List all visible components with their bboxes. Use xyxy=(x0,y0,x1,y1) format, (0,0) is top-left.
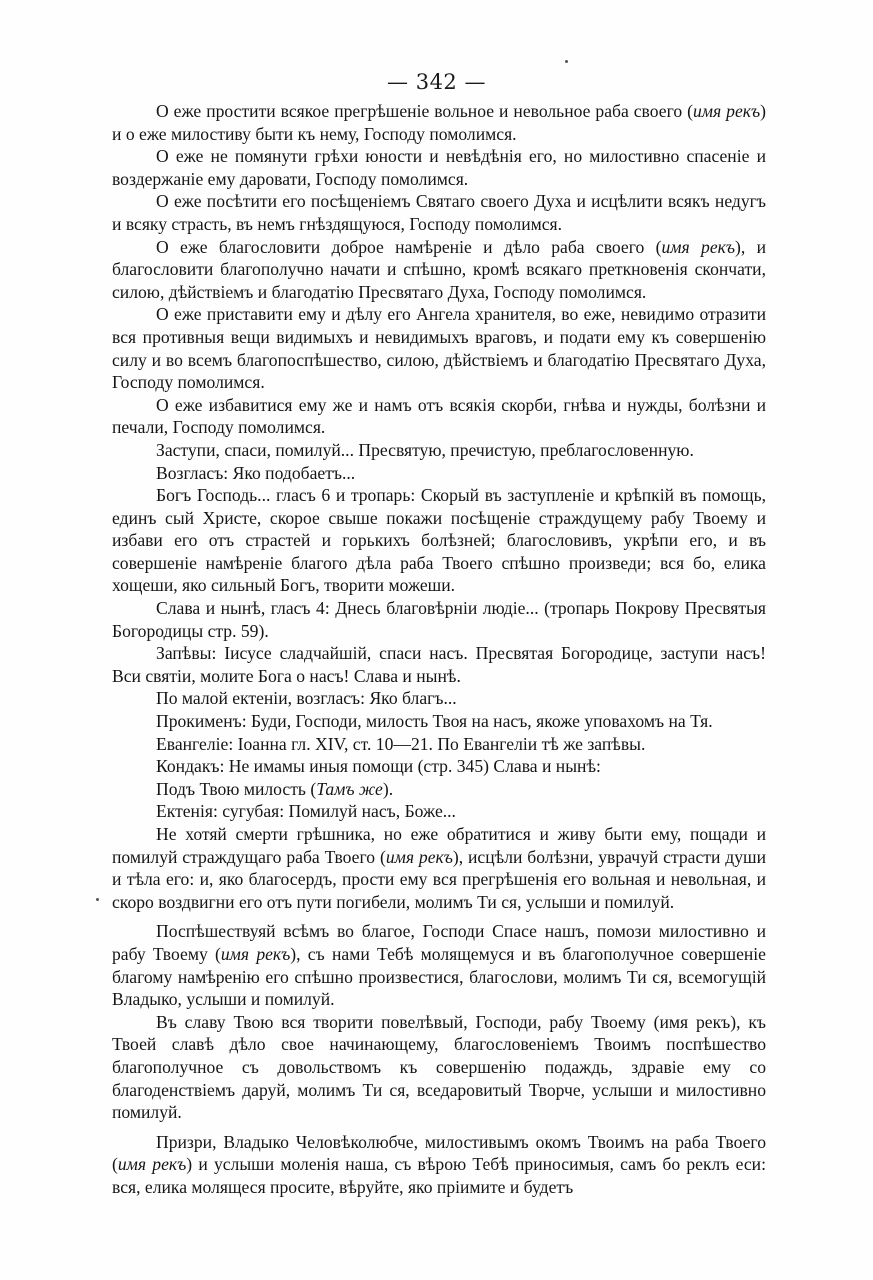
paragraph xyxy=(112,1131,766,1199)
paragraph-text: О еже простити всякое прегрѣшеніе вольное и невольное раба своего ( xyxy=(156,101,693,121)
italic-placeholder-text: имя рекъ xyxy=(385,846,453,867)
italic-placeholder-text: имя рекъ xyxy=(692,101,761,121)
paragraph xyxy=(112,733,766,756)
italic-placeholder-text: имя рекъ xyxy=(661,236,735,257)
paragraph xyxy=(112,778,766,801)
paragraph xyxy=(112,190,766,235)
paragraph-text: Слава и нынѣ, гласъ 4: Днесь благовѣрніи людіе... (тропарь Покрову Пресвятыя Богородицы стр. 59). xyxy=(112,598,766,641)
paragraph-text: Кондакъ: Не имамы иныя помощи (стр. 345) Слава и нынѣ: xyxy=(156,756,601,777)
paragraph-text: Ектенія: сугубая: Помилуй насъ, Боже... xyxy=(156,801,456,822)
paragraph xyxy=(112,800,766,823)
paragraph xyxy=(112,439,766,462)
paragraph-text: О еже посѣтити его посѣщеніемъ Святаго своего Духа и исцѣлити всякъ недугъ и всяку страсть, въ немъ гнѣздящуюся, Господу помолимся. xyxy=(112,191,766,234)
paragraph-text: По малой ектеніи, возгласъ: Яко благъ... xyxy=(156,688,457,709)
paragraph-text: Заступи, спаси, помилуй... Пресвятую, пречистую, преблагословенную. xyxy=(156,439,694,460)
paragraph xyxy=(112,1011,766,1124)
paragraph-text: ). xyxy=(382,778,394,799)
paragraph xyxy=(112,597,766,642)
paragraph-text: О еже избавитися ему же и намъ отъ всякія скорби, гнѣва и нужды, болѣзни и печали, Господу помолимся. xyxy=(112,394,766,438)
paragraph xyxy=(112,394,766,439)
paragraph-text: Не хотяй смерти грѣшника, но еже обратитися и живу быти ему, пощади и помилуй страждущаго раба Твоего ( xyxy=(112,824,766,867)
paragraph-text: ) и о еже милостиву быти къ нему, Господу помолимся. xyxy=(112,101,766,144)
paragraph xyxy=(112,462,766,485)
paragraph xyxy=(112,755,766,778)
paragraph-text: О еже не помянути грѣхи юности и невѣдѣнія его, но милостивно спасеніе и воздержаніе ему даровати, Господу помолимся. xyxy=(112,146,766,189)
paragraph-text: ), съ нами Тебѣ молящемуся и въ благополучное совершеніе благому намѣренію его спѣшно произвестися, благослови, молимъ Ти ся, всемогущій Владыко, услыши и помилуй. xyxy=(112,943,766,1010)
paragraph xyxy=(112,710,766,733)
paragraph-text: О еже приставити ему и дѣлу его Ангела хранителя, во еже, невидимо отразити вся противныя вещи видимыхъ и невидимыхъ враговъ, и подати ему къ совершенію силу и во всемъ благопоспѣшество, силою, дѣйствіемъ и благодатію Пресвятаго Духа, Господу помолимся. xyxy=(112,304,766,393)
paragraph xyxy=(112,687,766,710)
paragraph xyxy=(112,236,766,304)
paragraph xyxy=(112,303,766,393)
scan-speck xyxy=(96,898,99,901)
paragraph-text: ) и услыши моленія наша, съ вѣрою Тебѣ приносимыя, самъ бо реклъ еси: вся, елика молящеся просите, вѣруйте, яко пріимите и будетъ xyxy=(112,1154,766,1197)
italic-placeholder-text: имя рекъ xyxy=(220,943,291,964)
paragraph-text: Богъ Господь... гласъ 6 и тропарь: Скорый въ заступленіе и крѣпкій въ помощь, единъ сый Христе, скорое свыше покажи посѣщеніе страждущему рабу Твоему и избави его отъ страстей и горькихъ болѣзней; благословивъ, укрѣпи его, и въ совершеніе намѣреніе благого дѣла раба Твоего спѣшно произведи; вся бо, елика хощеши, яко сильный Богъ, творити можеши. xyxy=(112,485,766,596)
paragraph xyxy=(112,100,766,145)
paragraph-text: ), исцѣли болѣзни, уврачуй страсти души и тѣла его: и, яко благосердъ, прости ему вся прегрѣшенія его вольная и невольная, и скоро воздвигни его отъ пути погибели, молимъ Ти ся, услыши и помилуй. xyxy=(112,846,766,912)
page-number: — 342 — xyxy=(387,70,486,94)
paragraph-text: Въ славу Твою вся творити повелѣвый, Господи, рабу Твоему (имя рекъ), къ Твоей славѣ дѣло свое начинающему, благословеніемъ Твоимъ поспѣшество благополучное съ довольствомъ къ совершенію подаждь, здравіе ему со благоденствіемъ даруй, молимъ Ти ся, вседаровитый Творче, услыши и милостивно помилуй. xyxy=(112,1011,766,1123)
paragraph-text: Подъ Твою милость ( xyxy=(156,778,317,799)
paragraph xyxy=(112,484,766,597)
paragraph-text: Евангеліе: Іоанна гл. XIV, ст. 10—21. По Евангеліи тѣ же запѣвы. xyxy=(156,733,646,754)
italic-placeholder-text: Тамъ же xyxy=(316,778,383,799)
paragraph xyxy=(112,642,766,687)
paragraph-text: ), и благословити благополучно начати и спѣшно, кромѣ всякаго преткновенія скончати, силою, дѣйствіемъ и благодатію Пресвятаго Духа, Господу помолимся. xyxy=(112,236,766,302)
scan-speck xyxy=(565,60,568,63)
italic-placeholder-text: имя рекъ xyxy=(117,1154,187,1175)
paragraph xyxy=(112,823,766,913)
paragraph-text: Призри, Владыко Человѣколюбче, милостивымъ окомъ Твоимъ на раба Твоего ( xyxy=(112,1131,766,1175)
paragraph-text: Прокименъ: Буди, Господи, милость Твоя на насъ, якоже уповахомъ на Тя. xyxy=(156,711,713,732)
paragraph-text: О еже благословити доброе намѣреніе и дѣло раба своего ( xyxy=(156,236,662,257)
paragraph-text: Возгласъ: Яко подобаетъ... xyxy=(156,462,356,483)
paragraph xyxy=(112,920,766,1010)
paragraph-text: Запѣвы: Іисусе сладчайшій, спаси насъ. Пресвятая Богородице, заступи насъ! Вси святіи, молите Бога о насъ! Слава и нынѣ. xyxy=(112,643,766,686)
paragraph xyxy=(112,145,766,190)
paragraph-text: Поспѣшествуяй всѣмъ во благое, Господи Спасе нашъ, помози милостивно и рабу Твоему ( xyxy=(112,921,766,964)
prayer-text-body xyxy=(112,100,766,1199)
